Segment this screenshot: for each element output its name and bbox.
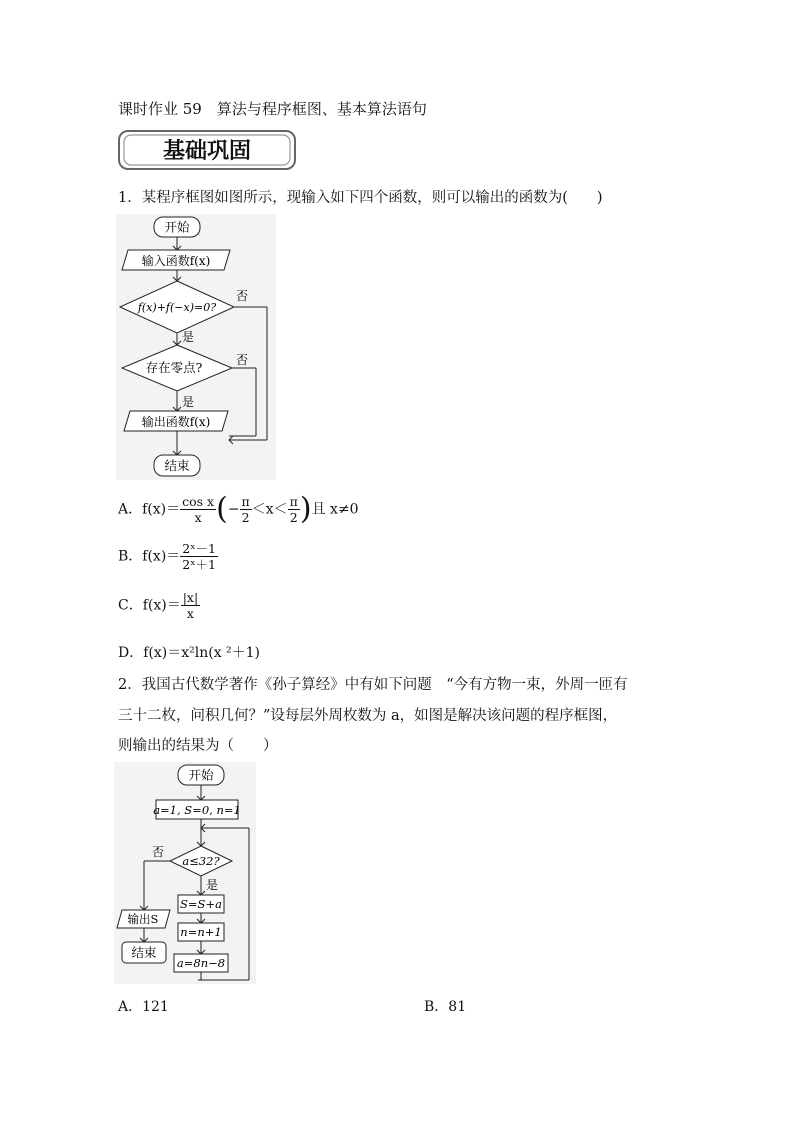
- flow2-step-sum-label: S=S+a: [180, 897, 222, 911]
- flow2-output-label: 输出S: [127, 912, 159, 926]
- flow1-cond2-label: 存在零点?: [145, 360, 203, 375]
- flow1-yes2-label: 是: [182, 395, 195, 409]
- q2-flowchart: [114, 762, 256, 988]
- question-2-line-3: 则输出的结果为（ ）: [118, 738, 278, 754]
- question-2-line-2: 三十二枚，问积几何？”设每层外周枚数为 a，如图是解决该问题的程序框图，: [118, 708, 618, 724]
- banner-frame: [118, 130, 296, 170]
- flow2-step-n-label: n=n+1: [180, 925, 222, 939]
- flow1-start-label: 开始: [164, 219, 190, 235]
- flow1-cond1-label: f(x)+f(−x)=0?: [137, 301, 217, 314]
- flow2-cond-label: a≤32?: [182, 854, 220, 868]
- q1-option-b: B．f(x)＝ $\frac{\text{2ˣ－1}}{\text{2ˣ＋1}}$: [118, 541, 217, 572]
- q1-option-c: C．f(x)＝ $\frac{|x|}{x}$: [118, 590, 199, 621]
- flow1-output-label: 输出函数f(x): [141, 415, 211, 429]
- q2-option-b: B．81: [424, 999, 467, 1015]
- page-title: 课时作业 59 算法与程序框图、基本算法语句: [118, 100, 427, 118]
- flow1-end-label: 结束: [164, 458, 190, 473]
- banner-label: 基础巩固: [162, 138, 252, 164]
- flow1-yes1-label: 是: [182, 330, 195, 344]
- q1-flowchart: [116, 214, 276, 484]
- flow2-yes-label: 是: [206, 878, 219, 892]
- q1-option-d: D．f(x)＝x²ln(x ²＋1): [118, 645, 261, 661]
- question-1-stem: 1．某程序框图如图所示，现输入如下四个函数，则可以输出的函数为( ): [118, 190, 603, 206]
- flow1-no2-label: 否: [236, 353, 249, 367]
- section-banner: [118, 130, 296, 170]
- flow2-step-a-label: a=8n−8: [176, 956, 226, 970]
- flow1-input-label: 输入函数f(x): [141, 254, 211, 268]
- q1-option-a: A．f(x)＝ $\frac{\text{cos x}}{x}$ (− $\frac{\pi}{2}$ ＜x＜ $\frac{\pi}{2}$ )且 x≠0: [118, 491, 359, 527]
- flow1-no1-label: 否: [236, 289, 249, 303]
- flow2-start-label: 开始: [188, 767, 214, 783]
- question-2-line-1: 2．我国古代数学著作《孙子算经》中有如下问题 “今有方物一束，外周一匝有: [118, 677, 628, 693]
- flow2-end-label: 结束: [131, 945, 157, 960]
- flow2-init-label: a=1, S=0, n=1: [153, 803, 241, 817]
- q2-option-a: A．121: [118, 999, 169, 1015]
- flow2-no-label: 否: [152, 845, 165, 859]
